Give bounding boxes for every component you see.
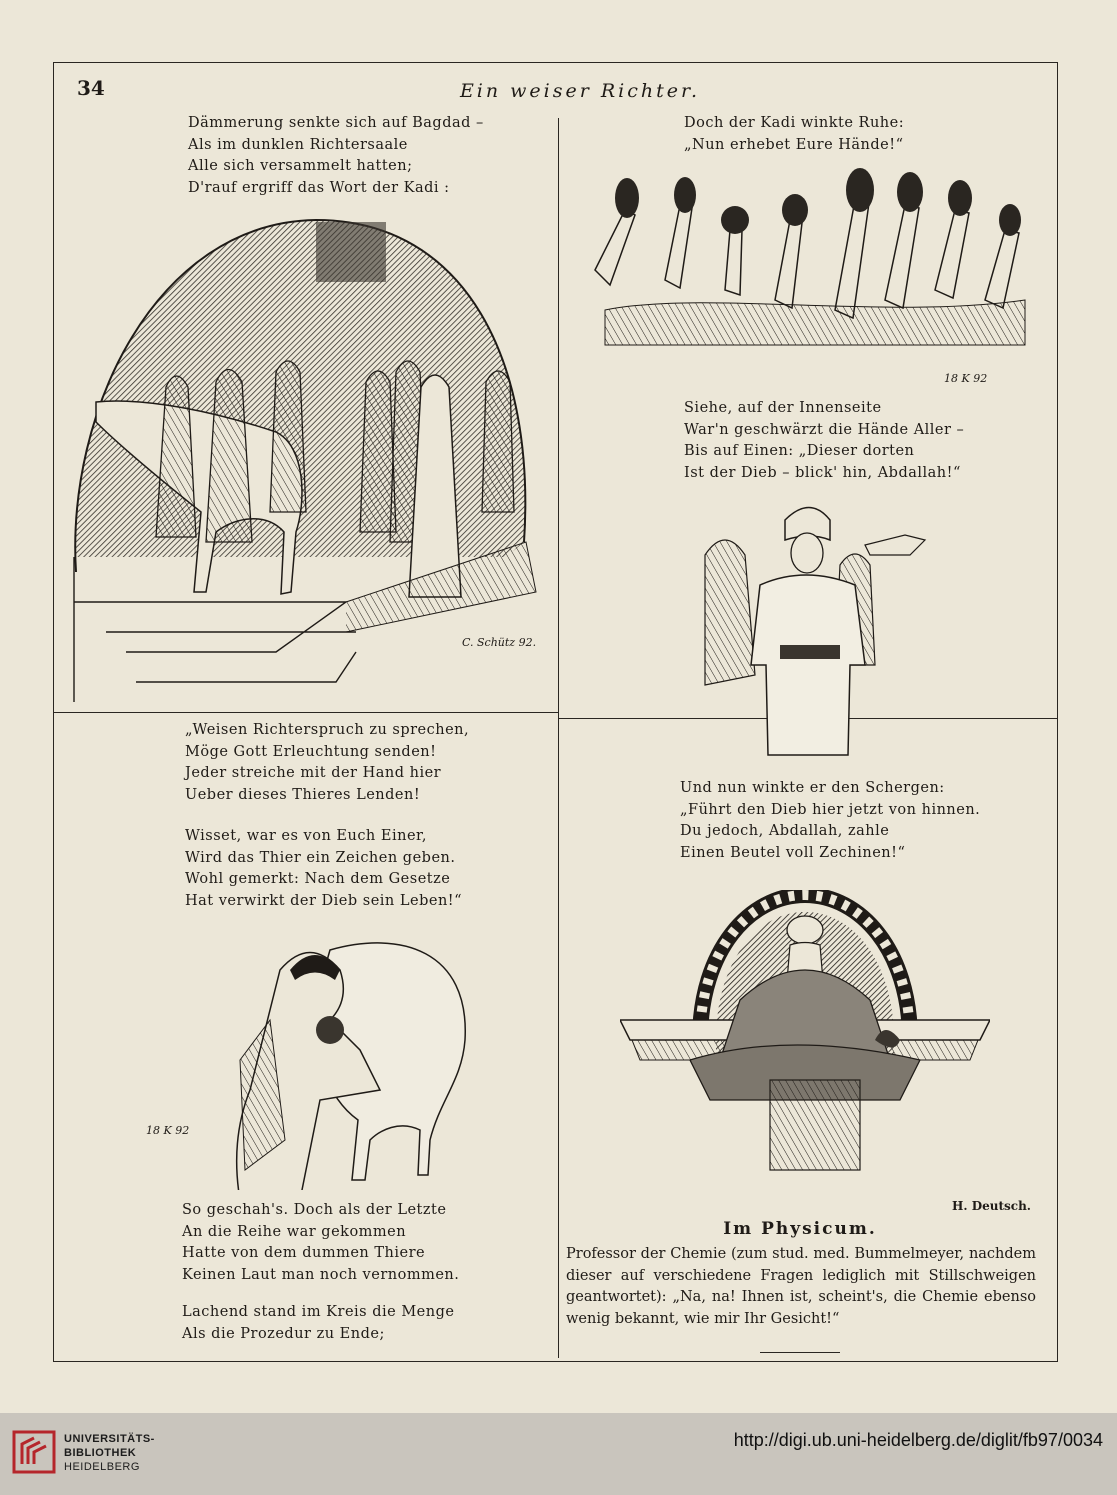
verse-line: Wisset, war es von Euch Einer,	[185, 828, 427, 844]
library-line-2: BIBLIOTHEK	[64, 1447, 137, 1459]
courtroom-signature: C. Schütz 92.	[462, 636, 537, 649]
source-url-link[interactable]: http://digi.ub.uni-heidelberg.de/diglit/fb97/0034	[733, 1430, 1103, 1450]
man-horse-signature: 18 K 92	[146, 1124, 190, 1137]
stanza-7	[684, 398, 964, 484]
verse-line: Einen Beutel voll Zechinen!“	[680, 844, 906, 861]
verse-line: Alle sich versammelt hatten;	[188, 158, 413, 174]
verse-line: Hatte von dem dummen Thiere	[182, 1245, 426, 1261]
verse-line: „Weisen Richterspruch zu sprechen,	[185, 722, 470, 738]
library-line-1: UNIVERSITÄTS-	[64, 1433, 155, 1445]
stanza-2	[185, 720, 469, 806]
man-and-horse-illustration	[180, 930, 480, 1190]
author-credit: H. Deutsch.	[952, 1199, 1031, 1213]
verse-line: Dämmerung senkte sich auf Bagdad –	[188, 115, 484, 131]
verse-line: Als im dunklen Richtersaale	[188, 136, 408, 153]
verse-line: Wird das Thier ein Zeichen geben.	[185, 849, 456, 866]
verse-line: Wohl gemerkt: Nach dem Gesetze	[185, 871, 451, 887]
verse-line: So geschah's. Doch als der Letzte	[182, 1202, 447, 1218]
library-line-3: HEIDELBERG	[64, 1461, 140, 1473]
verse-line: Du jedoch, Abdallah, zahle	[680, 823, 890, 839]
hands-signature: 18 K 92	[944, 372, 988, 385]
kadi-illustration	[620, 890, 990, 1180]
verse-line: „Nun erhebet Eure Hände!“	[684, 136, 904, 153]
running-title: Ein weiser Richter.	[459, 80, 701, 102]
stanza-5	[182, 1302, 454, 1345]
verse-line: Möge Gott Erleuchtung senden!	[185, 743, 437, 760]
verse-line: „Führt den Dieb hier jetzt von hinnen.	[680, 801, 981, 818]
stanza-3	[185, 826, 462, 912]
verse-line: Und nun winkte er den Schergen:	[680, 780, 945, 796]
column-divider	[558, 118, 559, 1358]
verse-line: Siehe, auf der Innenseite	[684, 400, 882, 416]
verse-line: Ueber dieses Thieres Lenden!	[185, 786, 421, 803]
stanza-6	[684, 113, 904, 156]
verse-line: Lachend stand im Kreis die Menge	[182, 1304, 455, 1320]
verse-line: Doch der Kadi winkte Ruhe:	[684, 115, 905, 131]
verse-line: War'n geschwärzt die Hände Aller –	[684, 421, 965, 438]
verse-line: Ist der Dieb – blick' hin, Abdallah!“	[684, 464, 961, 481]
verse-line: D'rauf ergriff das Wort der Kadi :	[188, 179, 450, 196]
anecdote-text: Professor der Chemie (zum stud. med. Bummelmeyer, nachdem dieser auf verschiedene Fragen lediglich mit Stillschweigen geantwortet): „Na, na! Ihnen ist, scheint's, die Chemie ebenso wenig bekannt, wie mir Ihr Gesicht!“	[566, 1246, 1036, 1327]
verse-line: Hat verwirkt der Dieb sein Leben!“	[185, 892, 463, 909]
accused-thief-illustration	[665, 495, 945, 760]
verse-line: Jeder streiche mit der Hand hier	[185, 765, 442, 781]
library-logo-icon	[12, 1430, 56, 1474]
verse-line: Bis auf Einen: „Dieser dorten	[684, 443, 915, 459]
verse-line: Als die Prozedur zu Ende;	[182, 1325, 385, 1342]
left-section-rule	[53, 712, 558, 713]
verse-line: Keinen Laut man noch vernommen.	[182, 1266, 460, 1283]
page-number: 34	[77, 76, 105, 100]
stanza-8	[680, 778, 980, 864]
library-footer	[0, 1413, 1117, 1495]
verse-line: An die Reihe war gekommen	[182, 1223, 407, 1240]
stanza-4	[182, 1200, 459, 1286]
raised-hands-illustration	[585, 160, 1035, 350]
anecdote-title: Im Physicum.	[723, 1219, 877, 1239]
stanza-1	[188, 113, 484, 199]
library-name	[64, 1432, 155, 1474]
end-rule	[760, 1352, 840, 1353]
